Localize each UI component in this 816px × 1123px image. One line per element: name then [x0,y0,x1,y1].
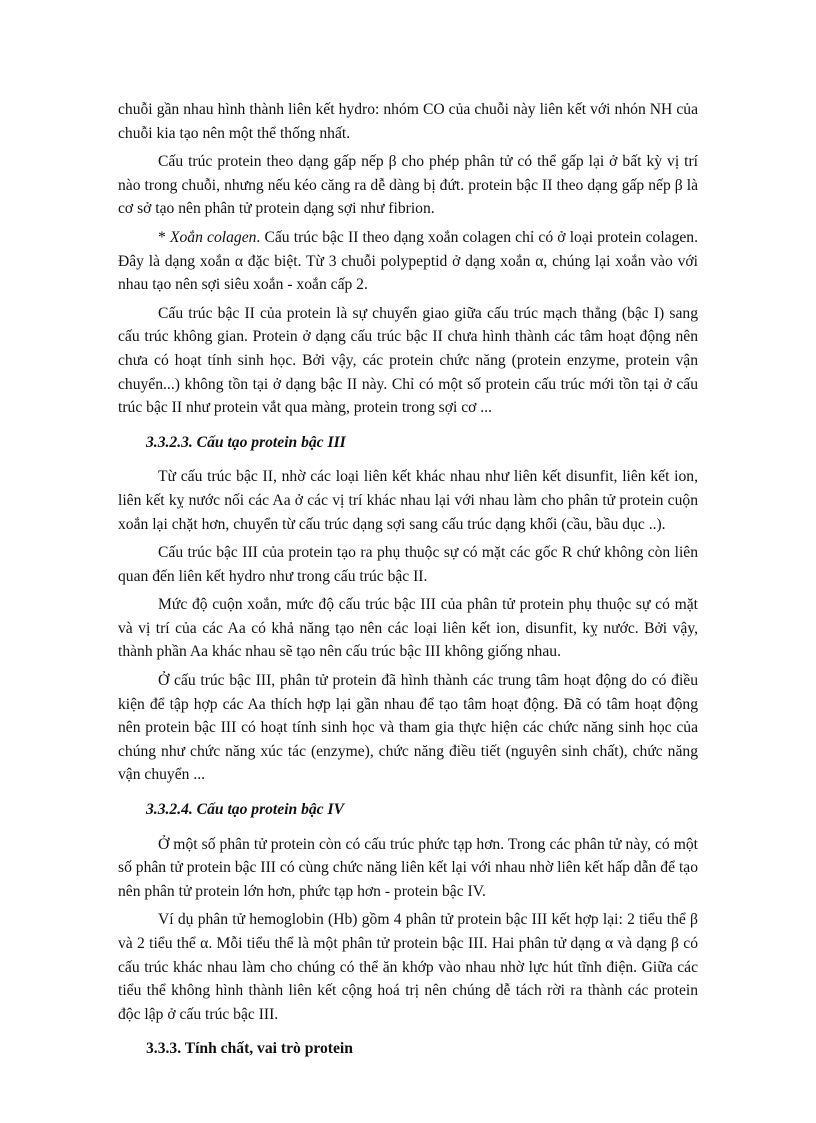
section-heading-properties: 3.3.3. Tính chất, vai trò protein [146,1040,353,1058]
paragraph-continued: chuỗi gần nhau hình thành liên kết hydro: nhóm CO của chuỗi này liên kết với nhón NH của chuỗi kia tạo nên một thể thống nhất. [118,101,698,142]
paragraph-secondary-structure: Cấu trúc bậc II của protein là sự chuyển giao giữa cấu trúc mạch thẳng (bậc I) sang cấu trúc không gian. Protein ở dạng cấu trúc bậc II chưa hình thành các tâm hoạt động nên chưa có hoạt tính sinh học. Bởi vậy, các protein chức năng (protein enzyme, protein vận chuyển...) không tồn tại ở dạng bậc II này. Chỉ có một số protein cấu trúc mới tồn tại ở cấu trúc bậc II như protein vắt qua màng, protein trong sợi cơ ... [118,304,698,417]
paragraph-tertiary-r-groups: Cấu trúc bậc III của protein tạo ra phụ thuộc sự có mặt các gốc R chứ không còn liên quan đến liên kết hydro như trong cấu trúc bậc II. [118,544,698,585]
paragraph-quaternary-intro: Ở một số phân tử protein còn có cấu trúc phức tạp hơn. Trong các phân tử này, có một số phân tử protein bậc III có cùng chức năng liên kết lại với nhau nhờ liên kết hấp dẫn để tạo nên phân tử protein lớn hơn, phức tạp hơn - protein bậc IV. [118,835,698,900]
paragraph-tertiary-folding: Mức độ cuộn xoắn, mức độ cấu trúc bậc III của phân tử protein phụ thuộc sự có mặt và vị trí của các Aa có khả năng tạo nên các loại liên kết ion, disunfit, kỵ nước. Bởi vậy, thành phần Aa khác nhau sẽ tạo nên cấu trúc bậc III không giống nhau. [118,596,698,661]
paragraph-hemoglobin-example: Ví dụ phân tử hemoglobin (Hb) gồm 4 phân tử protein bậc III kết hợp lại: 2 tiểu thể β và 2 tiểu thể α. Mỗi tiểu thể là một phân tử protein bậc III. Hai phân tử dạng α và dạng β có cấu trúc khác nhau làm cho chúng có thể ăn khớp vào nhau nhờ lực hút tĩnh điện. Giữa các tiểu thể không hình thành liên kết cộng hoá trị nên chúng dễ tách rời ra thành các protein độc lập ở cấu trúc bậc III. [118,911,698,1023]
collagen-term: Xoắn colagen [169,228,257,246]
collagen-text: . Cấu trúc bậc II theo dạng xoắn colagen chỉ có ở loại protein colagen. Đây là dạng xoắn α đặc biệt. Từ 3 chuỗi polypeptid ở dạng xoắn α, chúng lại xoắn vào với nhau tạo nên sợi siêu xoắn - xoắn cấp 2. [118,228,698,294]
paragraph-collagen [118,226,698,297]
paragraph-beta-sheet: Cấu trúc protein theo dạng gấp nếp β cho phép phân tử có thể gấp lại ở bất kỳ vị trí nào trong chuỗi, nhưng nếu kéo căng ra dễ dàng bị đứt. protein bậc II theo dạng gấp nếp β là cơ sở tạo nên phân tử protein dạng sợi như fibrion. [118,153,698,218]
section-heading-tertiary: 3.3.2.3. Cấu tạo protein bậc III [146,433,346,451]
bullet-asterisk: * [158,228,170,246]
section-heading-quaternary: 3.3.2.4. Cấu tạo protein bậc IV [146,801,344,819]
document-page [118,98,698,1061]
paragraph-tertiary-active-center: Ở cấu trúc bậc III, phân tử protein đã hình thành các trung tâm hoạt động do có điều kiện để tập hợp các Aa thích hợp lại gần nhau để tạo tâm hoạt động. Đã có tâm hoạt động nên protein bậc III có hoạt tính sinh học và tham gia thực hiện các chức năng sinh học của chúng như chức năng xúc tác (enzyme), chức năng điều tiết (nguyên sinh chất), chức năng vận chuyển ... [118,672,698,784]
paragraph-tertiary-bonds: Từ cấu trúc bậc II, nhờ các loại liên kết khác nhau như liên kết disunfit, liên kết ion, liên kết kỵ nước nối các Aa ở các vị trí khác nhau lại với nhau làm cho phân tử protein cuộn xoắn lại chặt hơn, chuyển từ cấu trúc dạng sợi sang cấu trúc dạng khối (cầu, bầu dục ..). [118,468,698,533]
